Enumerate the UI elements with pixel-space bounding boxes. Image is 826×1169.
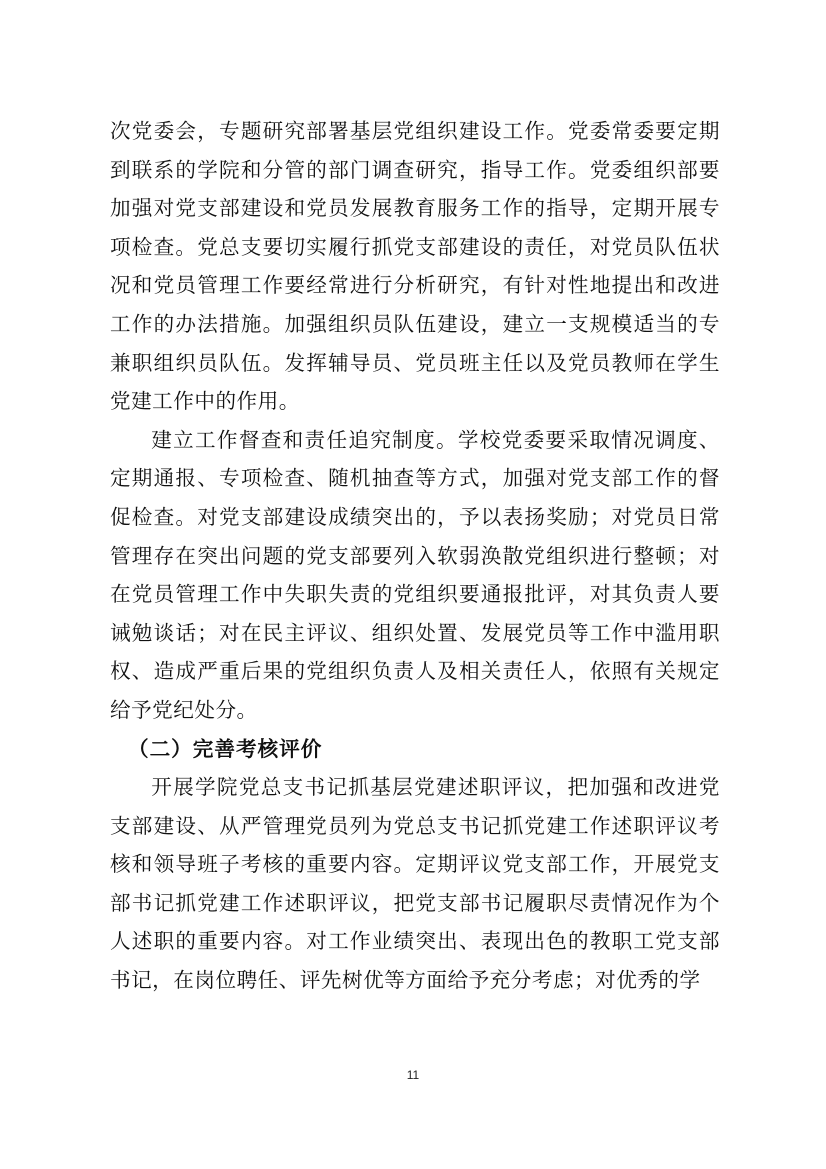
body-paragraph-continued: 次党委会，专题研究部署基层党组织建设工作。党委常委要定期到联系的学院和分管的部门调查研究，指导工作。党委组织部要加强对党支部建设和党员发展教育服务工作的指导，定期开展专项检查。党总支要切实履行抓党支部建设的责任，对党员队伍状况和党员管理工作要经常进行分析研究，有针对性地提出和改进工作的办法措施。加强组织员队伍建设，建立一支规模适当的专兼职组织员队伍。发挥辅导员、党员班主任以及党员教师在学生党建工作中的作用。 [110,119,720,414]
body-paragraph-supervision: 建立工作督查和责任追究制度。学校党委要采取情况调度、定期通报、专项检查、随机抽查等方式，加强对党支部工作的督促检查。对党支部建设成绩突出的，予以表扬奖励；对党员日常管理存在突出问题的党支部要列入软弱涣散党组织进行整顿；对在党员管理工作中失职失责的党组织要通报批评，对其负责人要诫勉谈话；对在民主评议、组织处置、发展党员等工作中滥用职权、造成严重后果的党组织负责人及相关责任人，依照有关规定给予党纪处分。 [110,427,720,722]
document-body [110,112,720,1000]
body-paragraph-evaluation: 开展学院党总支书记抓基层党建述职评议，把加强和改进党支部建设、从严管理党员列为党总支书记抓党建工作述职评议考核和领导班子考核的重要内容。定期评议党支部工作，开展党支部书记抓党建工作述职评议，把党支部书记履职尽责情况作为个人述职的重要内容。对工作业绩突出、表现出色的教职工党支部书记，在岗位聘任、评先树优等方面给予充分考虑；对优秀的学 [110,775,720,993]
page-number: 11 [406,1068,420,1082]
section-heading: （二）完善考核评价 [128,736,323,761]
